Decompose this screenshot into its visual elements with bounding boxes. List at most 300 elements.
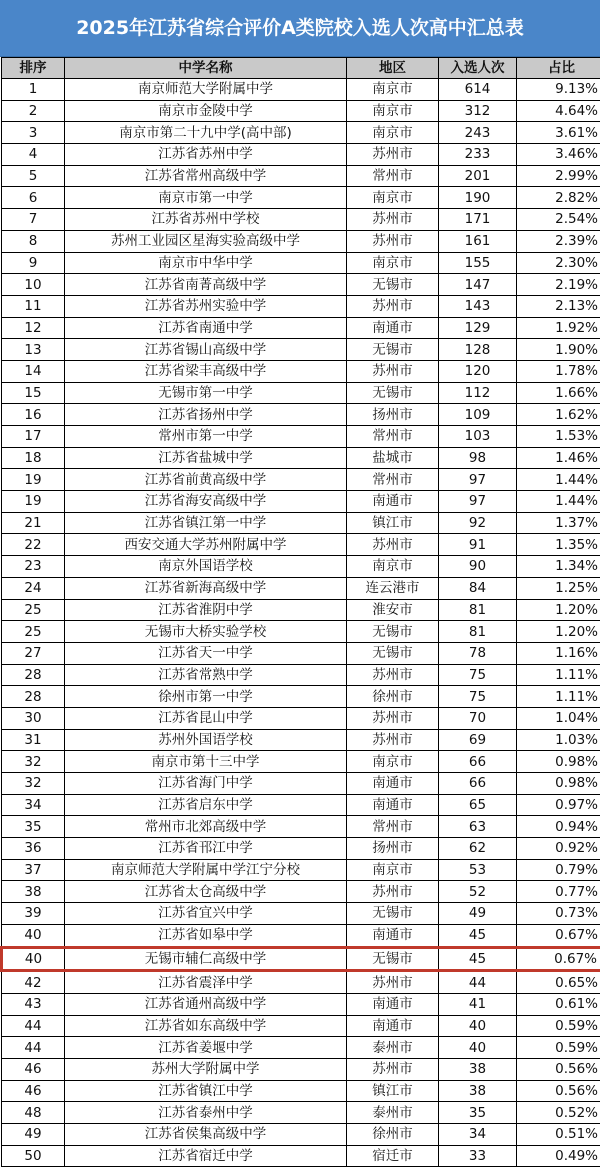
cell-region: 常州市 [347, 426, 439, 448]
cell-count: 129 [439, 317, 517, 339]
cell-region: 苏州市 [347, 360, 439, 382]
cell-count: 66 [439, 773, 517, 795]
cell-ratio: 1.11% [517, 686, 600, 708]
cell-count: 155 [439, 252, 517, 274]
cell-ratio: 1.62% [517, 404, 600, 426]
cell-region: 无锡市 [347, 903, 439, 925]
cell-ratio: 1.78% [517, 360, 600, 382]
cell-count: 614 [439, 79, 517, 101]
cell-count: 65 [439, 794, 517, 816]
cell-ratio: 0.98% [517, 751, 600, 773]
cell-count: 143 [439, 295, 517, 317]
cell-region: 南京市 [347, 79, 439, 101]
cell-ratio: 1.20% [517, 599, 600, 621]
cell-region: 苏州市 [347, 1058, 439, 1080]
cell-school: 常州市北郊高级中学 [65, 816, 347, 838]
cell-rank: 48 [2, 1102, 65, 1124]
cell-school: 江苏省锡山高级中学 [65, 339, 347, 361]
cell-count: 233 [439, 144, 517, 166]
cell-ratio: 1.46% [517, 447, 600, 469]
cell-rank: 14 [2, 360, 65, 382]
cell-count: 38 [439, 1058, 517, 1080]
cell-region: 泰州市 [347, 1102, 439, 1124]
cell-ratio: 0.77% [517, 881, 600, 903]
cell-ratio: 0.52% [517, 1102, 600, 1124]
cell-count: 120 [439, 360, 517, 382]
table-row [2, 993, 600, 1015]
cell-rank: 49 [2, 1124, 65, 1146]
cell-ratio: 1.35% [517, 534, 600, 556]
cell-region: 淮安市 [347, 599, 439, 621]
cell-count: 92 [439, 512, 517, 534]
cell-region: 镇江市 [347, 512, 439, 534]
cell-ratio: 1.44% [517, 469, 600, 491]
table-row [2, 773, 600, 795]
table-row [2, 881, 600, 903]
cell-rank: 32 [2, 773, 65, 795]
cell-count: 91 [439, 534, 517, 556]
cell-region: 苏州市 [347, 230, 439, 252]
cell-school: 江苏省苏州中学 [65, 144, 347, 166]
cell-region: 泰州市 [347, 1037, 439, 1059]
cell-region: 南通市 [347, 1015, 439, 1037]
cell-school: 江苏省常熟中学 [65, 664, 347, 686]
table-row [2, 599, 600, 621]
cell-count: 49 [439, 903, 517, 925]
cell-school: 无锡市辅仁高级中学 [65, 947, 347, 971]
cell-count: 35 [439, 1102, 517, 1124]
table-row [2, 1015, 600, 1037]
cell-ratio: 0.56% [517, 1080, 600, 1102]
cell-rank: 13 [2, 339, 65, 361]
cell-count: 171 [439, 209, 517, 231]
cell-rank: 39 [2, 903, 65, 925]
cell-region: 南京市 [347, 751, 439, 773]
cell-region: 南通市 [347, 317, 439, 339]
cell-rank: 38 [2, 881, 65, 903]
cell-rank: 46 [2, 1080, 65, 1102]
cell-school: 西安交通大学苏州附属中学 [65, 534, 347, 556]
cell-region: 南通市 [347, 491, 439, 513]
table-row [2, 686, 600, 708]
cell-school: 江苏省宜兴中学 [65, 903, 347, 925]
table-row [2, 79, 600, 101]
table-row [2, 903, 600, 925]
table-row [2, 534, 600, 556]
table-row [2, 426, 600, 448]
cell-school: 江苏省常州高级中学 [65, 165, 347, 187]
cell-school: 南京市中华中学 [65, 252, 347, 274]
cell-school: 江苏省震泽中学 [65, 971, 347, 994]
cell-region: 无锡市 [347, 274, 439, 296]
cell-count: 40 [439, 1037, 517, 1059]
cell-count: 78 [439, 642, 517, 664]
table-row [2, 360, 600, 382]
cell-school: 江苏省邗江中学 [65, 838, 347, 860]
table-row [2, 859, 600, 881]
cell-rank: 2 [2, 100, 65, 122]
cell-ratio: 0.67% [517, 947, 600, 971]
cell-ratio: 1.37% [517, 512, 600, 534]
table-row [2, 794, 600, 816]
cell-count: 109 [439, 404, 517, 426]
cell-school: 无锡市第一中学 [65, 382, 347, 404]
cell-rank: 27 [2, 642, 65, 664]
table-row [2, 621, 600, 643]
cell-ratio: 0.49% [517, 1145, 600, 1167]
cell-count: 33 [439, 1145, 517, 1167]
cell-ratio: 1.53% [517, 426, 600, 448]
cell-ratio: 2.54% [517, 209, 600, 231]
cell-ratio: 1.34% [517, 556, 600, 578]
cell-region: 镇江市 [347, 1080, 439, 1102]
cell-ratio: 0.65% [517, 971, 600, 994]
cell-count: 44 [439, 971, 517, 994]
cell-region: 无锡市 [347, 382, 439, 404]
cell-rank: 32 [2, 751, 65, 773]
cell-rank: 11 [2, 295, 65, 317]
cell-school: 江苏省苏州中学校 [65, 209, 347, 231]
header-count: 入选人次 [439, 58, 517, 79]
cell-count: 75 [439, 686, 517, 708]
header-school: 中学名称 [65, 58, 347, 79]
cell-rank: 25 [2, 599, 65, 621]
cell-rank: 44 [2, 1015, 65, 1037]
header-rank: 排序 [2, 58, 65, 79]
cell-school: 徐州市第一中学 [65, 686, 347, 708]
table-row [2, 1102, 600, 1124]
table-row [2, 100, 600, 122]
cell-ratio: 1.16% [517, 642, 600, 664]
cell-region: 南通市 [347, 924, 439, 947]
cell-region: 苏州市 [347, 295, 439, 317]
cell-school: 南京市第一中学 [65, 187, 347, 209]
cell-region: 苏州市 [347, 881, 439, 903]
table-row [2, 165, 600, 187]
cell-school: 江苏省海门中学 [65, 773, 347, 795]
table-row [2, 274, 600, 296]
cell-rank: 37 [2, 859, 65, 881]
cell-ratio: 0.59% [517, 1015, 600, 1037]
table-row [2, 404, 600, 426]
cell-ratio: 0.59% [517, 1037, 600, 1059]
cell-school: 江苏省如东高级中学 [65, 1015, 347, 1037]
cell-rank: 5 [2, 165, 65, 187]
cell-ratio: 2.82% [517, 187, 600, 209]
table-row [2, 512, 600, 534]
cell-rank: 44 [2, 1037, 65, 1059]
cell-region: 南京市 [347, 100, 439, 122]
cell-count: 128 [439, 339, 517, 361]
ranking-table [0, 57, 600, 1167]
cell-school: 江苏省新海高级中学 [65, 577, 347, 599]
table-row [2, 924, 600, 947]
cell-school: 江苏省海安高级中学 [65, 491, 347, 513]
cell-ratio: 1.03% [517, 729, 600, 751]
cell-region: 无锡市 [347, 339, 439, 361]
cell-rank: 18 [2, 447, 65, 469]
cell-count: 90 [439, 556, 517, 578]
cell-school: 常州市第一中学 [65, 426, 347, 448]
cell-rank: 46 [2, 1058, 65, 1080]
cell-count: 63 [439, 816, 517, 838]
cell-rank: 22 [2, 534, 65, 556]
cell-school: 南京市第二十九中学(高中部) [65, 122, 347, 144]
cell-region: 南京市 [347, 122, 439, 144]
cell-count: 190 [439, 187, 517, 209]
cell-count: 161 [439, 230, 517, 252]
cell-school: 江苏省苏州实验中学 [65, 295, 347, 317]
cell-rank: 50 [2, 1145, 65, 1167]
cell-rank: 24 [2, 577, 65, 599]
cell-rank: 21 [2, 512, 65, 534]
cell-region: 南通市 [347, 794, 439, 816]
table-body [2, 79, 600, 1167]
table-row [2, 642, 600, 664]
cell-school: 苏州工业园区星海实验高级中学 [65, 230, 347, 252]
cell-ratio: 3.46% [517, 144, 600, 166]
cell-ratio: 2.13% [517, 295, 600, 317]
cell-region: 苏州市 [347, 534, 439, 556]
cell-ratio: 0.73% [517, 903, 600, 925]
cell-ratio: 0.61% [517, 993, 600, 1015]
cell-count: 201 [439, 165, 517, 187]
cell-school: 江苏省宿迁中学 [65, 1145, 347, 1167]
cell-count: 97 [439, 491, 517, 513]
cell-rank: 12 [2, 317, 65, 339]
header-region: 地区 [347, 58, 439, 79]
table-row [2, 1145, 600, 1167]
table-row [2, 947, 600, 971]
cell-rank: 6 [2, 187, 65, 209]
cell-count: 34 [439, 1124, 517, 1146]
table-row [2, 751, 600, 773]
cell-school: 江苏省镇江第一中学 [65, 512, 347, 534]
cell-region: 无锡市 [347, 621, 439, 643]
cell-region: 南通市 [347, 993, 439, 1015]
cell-count: 75 [439, 664, 517, 686]
cell-region: 苏州市 [347, 729, 439, 751]
cell-rank: 7 [2, 209, 65, 231]
cell-rank: 30 [2, 707, 65, 729]
table-row [2, 447, 600, 469]
cell-ratio: 1.04% [517, 707, 600, 729]
cell-ratio: 1.25% [517, 577, 600, 599]
cell-count: 38 [439, 1080, 517, 1102]
table-row [2, 1058, 600, 1080]
cell-ratio: 0.97% [517, 794, 600, 816]
cell-school: 南京师范大学附属中学江宁分校 [65, 859, 347, 881]
table-row [2, 556, 600, 578]
cell-ratio: 0.94% [517, 816, 600, 838]
cell-region: 徐州市 [347, 1124, 439, 1146]
cell-rank: 16 [2, 404, 65, 426]
cell-region: 无锡市 [347, 642, 439, 664]
cell-ratio: 2.19% [517, 274, 600, 296]
table-row [2, 317, 600, 339]
cell-count: 147 [439, 274, 517, 296]
cell-ratio: 0.67% [517, 924, 600, 947]
cell-rank: 43 [2, 993, 65, 1015]
cell-count: 41 [439, 993, 517, 1015]
table-row [2, 1037, 600, 1059]
cell-ratio: 1.90% [517, 339, 600, 361]
cell-ratio: 1.20% [517, 621, 600, 643]
cell-count: 112 [439, 382, 517, 404]
cell-school: 南京市金陵中学 [65, 100, 347, 122]
cell-rank: 40 [2, 924, 65, 947]
cell-rank: 23 [2, 556, 65, 578]
cell-ratio: 2.99% [517, 165, 600, 187]
table-row [2, 491, 600, 513]
cell-rank: 3 [2, 122, 65, 144]
sheet-title: 2025年江苏省综合评价A类院校入选人次高中汇总表 [0, 0, 600, 57]
cell-rank: 4 [2, 144, 65, 166]
cell-region: 南京市 [347, 859, 439, 881]
cell-ratio: 1.92% [517, 317, 600, 339]
cell-ratio: 0.79% [517, 859, 600, 881]
table-row [2, 838, 600, 860]
cell-count: 52 [439, 881, 517, 903]
cell-region: 南京市 [347, 187, 439, 209]
cell-rank: 17 [2, 426, 65, 448]
cell-ratio: 0.92% [517, 838, 600, 860]
cell-school: 江苏省前黄高级中学 [65, 469, 347, 491]
cell-school: 江苏省天一中学 [65, 642, 347, 664]
cell-region: 常州市 [347, 469, 439, 491]
cell-region: 无锡市 [347, 947, 439, 971]
cell-count: 66 [439, 751, 517, 773]
table-row [2, 295, 600, 317]
cell-school: 江苏省通州高级中学 [65, 993, 347, 1015]
header-row [2, 58, 600, 79]
cell-rank: 19 [2, 469, 65, 491]
table-row [2, 209, 600, 231]
table-row [2, 707, 600, 729]
cell-school: 江苏省扬州中学 [65, 404, 347, 426]
cell-region: 常州市 [347, 816, 439, 838]
cell-rank: 9 [2, 252, 65, 274]
cell-count: 97 [439, 469, 517, 491]
cell-region: 苏州市 [347, 209, 439, 231]
table-row [2, 971, 600, 994]
cell-region: 连云港市 [347, 577, 439, 599]
cell-school: 江苏省如皋中学 [65, 924, 347, 947]
cell-rank: 28 [2, 686, 65, 708]
table-row [2, 230, 600, 252]
table-row [2, 122, 600, 144]
cell-school: 江苏省启东中学 [65, 794, 347, 816]
cell-school: 无锡市大桥实验学校 [65, 621, 347, 643]
cell-count: 62 [439, 838, 517, 860]
cell-region: 扬州市 [347, 838, 439, 860]
cell-rank: 42 [2, 971, 65, 994]
table-row [2, 577, 600, 599]
cell-count: 69 [439, 729, 517, 751]
table-row [2, 664, 600, 686]
cell-rank: 8 [2, 230, 65, 252]
table-row [2, 187, 600, 209]
cell-rank: 25 [2, 621, 65, 643]
table-row [2, 816, 600, 838]
cell-school: 苏州外国语学校 [65, 729, 347, 751]
cell-school: 江苏省盐城中学 [65, 447, 347, 469]
cell-ratio: 2.30% [517, 252, 600, 274]
header-ratio: 占比 [517, 58, 600, 79]
cell-school: 南京市第十三中学 [65, 751, 347, 773]
cell-school: 江苏省侯集高级中学 [65, 1124, 347, 1146]
cell-school: 江苏省南通中学 [65, 317, 347, 339]
cell-ratio: 4.64% [517, 100, 600, 122]
cell-region: 南通市 [347, 773, 439, 795]
cell-ratio: 2.39% [517, 230, 600, 252]
cell-region: 宿迁市 [347, 1145, 439, 1167]
cell-count: 70 [439, 707, 517, 729]
cell-rank: 15 [2, 382, 65, 404]
table-row [2, 144, 600, 166]
table-row [2, 469, 600, 491]
cell-rank: 36 [2, 838, 65, 860]
cell-ratio: 1.66% [517, 382, 600, 404]
table-row [2, 382, 600, 404]
cell-school: 南京师范大学附属中学 [65, 79, 347, 101]
cell-rank: 19 [2, 491, 65, 513]
table-row [2, 729, 600, 751]
table-row [2, 252, 600, 274]
cell-rank: 10 [2, 274, 65, 296]
table-row [2, 1080, 600, 1102]
cell-count: 81 [439, 599, 517, 621]
cell-count: 98 [439, 447, 517, 469]
cell-count: 40 [439, 1015, 517, 1037]
cell-region: 苏州市 [347, 664, 439, 686]
cell-count: 243 [439, 122, 517, 144]
cell-count: 53 [439, 859, 517, 881]
cell-region: 南京市 [347, 252, 439, 274]
table-row [2, 339, 600, 361]
cell-rank: 31 [2, 729, 65, 751]
cell-school: 江苏省泰州中学 [65, 1102, 347, 1124]
cell-school: 南京外国语学校 [65, 556, 347, 578]
cell-region: 苏州市 [347, 707, 439, 729]
cell-ratio: 1.11% [517, 664, 600, 686]
cell-count: 45 [439, 924, 517, 947]
cell-school: 江苏省南菁高级中学 [65, 274, 347, 296]
cell-region: 徐州市 [347, 686, 439, 708]
cell-region: 扬州市 [347, 404, 439, 426]
table-row [2, 1124, 600, 1146]
cell-rank: 35 [2, 816, 65, 838]
cell-region: 苏州市 [347, 144, 439, 166]
cell-ratio: 1.44% [517, 491, 600, 513]
cell-count: 45 [439, 947, 517, 971]
cell-ratio: 3.61% [517, 122, 600, 144]
cell-ratio: 0.51% [517, 1124, 600, 1146]
cell-count: 103 [439, 426, 517, 448]
cell-school: 江苏省梁丰高级中学 [65, 360, 347, 382]
cell-count: 84 [439, 577, 517, 599]
cell-region: 常州市 [347, 165, 439, 187]
cell-count: 81 [439, 621, 517, 643]
cell-rank: 40 [2, 947, 65, 971]
cell-rank: 28 [2, 664, 65, 686]
cell-region: 苏州市 [347, 971, 439, 994]
cell-school: 江苏省昆山中学 [65, 707, 347, 729]
cell-count: 312 [439, 100, 517, 122]
cell-ratio: 9.13% [517, 79, 600, 101]
cell-region: 南京市 [347, 556, 439, 578]
cell-school: 苏州大学附属中学 [65, 1058, 347, 1080]
